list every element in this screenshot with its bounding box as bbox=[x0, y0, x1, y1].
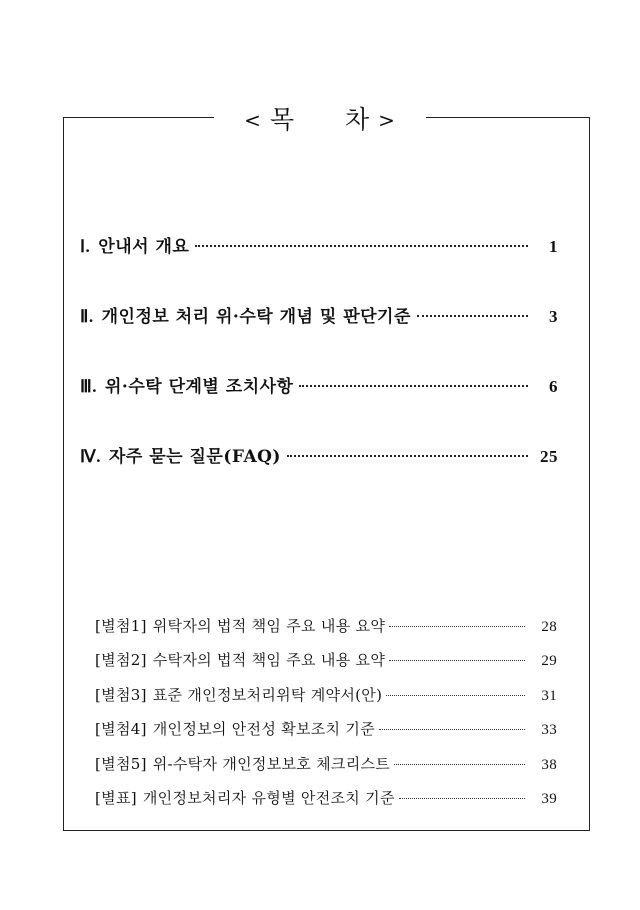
dot-leader bbox=[394, 764, 525, 765]
dot-leader bbox=[287, 455, 528, 457]
appendix-title: 위탁자의 법적 책임 주요 내용 요약 bbox=[152, 617, 386, 635]
appendix-title: 표준 개인정보처리위탁 계약서(안) bbox=[152, 686, 383, 704]
dot-leader bbox=[417, 315, 528, 317]
appendix-label: [별첨4] bbox=[95, 720, 147, 738]
dot-leader bbox=[386, 695, 525, 696]
toc-appendix-item[interactable] bbox=[95, 753, 557, 774]
toc-appendix-item[interactable] bbox=[95, 787, 557, 808]
page-number: 39 bbox=[541, 791, 557, 807]
dot-leader bbox=[399, 798, 525, 799]
dot-leader bbox=[389, 660, 525, 661]
title-open-bracket: < bbox=[244, 108, 262, 132]
appendix-title: 수탁자의 법적 책임 주요 내용 요약 bbox=[152, 651, 386, 669]
toc-title-wrap bbox=[0, 100, 640, 140]
page-number: 25 bbox=[540, 447, 558, 466]
toc-appendix-item[interactable] bbox=[95, 615, 557, 636]
title-close-bracket: > bbox=[378, 108, 396, 132]
toc-title bbox=[214, 100, 426, 140]
toc-appendix-item[interactable] bbox=[95, 684, 557, 705]
toc-appendix-item[interactable] bbox=[95, 649, 557, 670]
chapter-number: Ⅳ. bbox=[80, 447, 101, 466]
chapter-number: Ⅱ. bbox=[80, 307, 94, 326]
page-number: 1 bbox=[549, 237, 558, 256]
dot-leader bbox=[389, 626, 525, 627]
page-number: 28 bbox=[541, 619, 557, 635]
chapter-number: Ⅰ. bbox=[80, 237, 91, 256]
page-number: 33 bbox=[541, 722, 557, 738]
chapter-title: 개인정보 처리 위·수탁 개념 및 판단기준 bbox=[101, 307, 411, 327]
chapter-title: 안내서 개요 bbox=[98, 237, 190, 257]
dot-leader bbox=[299, 385, 528, 387]
dot-leader bbox=[379, 729, 525, 730]
appendix-title: 위-수탁자 개인정보보호 체크리스트 bbox=[152, 755, 391, 773]
title-char-2: 차 bbox=[345, 105, 371, 134]
page-number: 31 bbox=[541, 688, 557, 704]
page-number: 29 bbox=[541, 653, 557, 669]
appendix-title: 개인정보의 안전성 확보조치 기준 bbox=[152, 720, 375, 738]
toc-main-item[interactable] bbox=[80, 442, 558, 467]
appendix-label: [별첨3] bbox=[95, 686, 147, 704]
toc-main-item[interactable] bbox=[80, 232, 558, 257]
appendix-label: [별첨1] bbox=[95, 617, 147, 635]
appendix-title: 개인정보처리자 유형별 안전조치 기준 bbox=[142, 789, 395, 807]
chapter-title: 자주 묻는 질문(FAQ) bbox=[108, 447, 281, 467]
page-number: 38 bbox=[541, 757, 557, 773]
toc-main-item[interactable] bbox=[80, 372, 558, 397]
page-number: 3 bbox=[549, 307, 558, 326]
appendix-label: [별표] bbox=[95, 789, 137, 807]
page-number: 6 bbox=[549, 377, 558, 396]
toc-appendix-item[interactable] bbox=[95, 718, 557, 739]
chapter-title: 위·수탁 단계별 조치사항 bbox=[104, 377, 294, 397]
title-char-1: 목 bbox=[269, 105, 295, 134]
dot-leader bbox=[195, 245, 528, 247]
appendix-label: [별첨2] bbox=[95, 651, 147, 669]
chapter-number: Ⅲ. bbox=[80, 377, 97, 396]
toc-main-item[interactable] bbox=[80, 302, 558, 327]
appendix-label: [별첨5] bbox=[95, 755, 147, 773]
